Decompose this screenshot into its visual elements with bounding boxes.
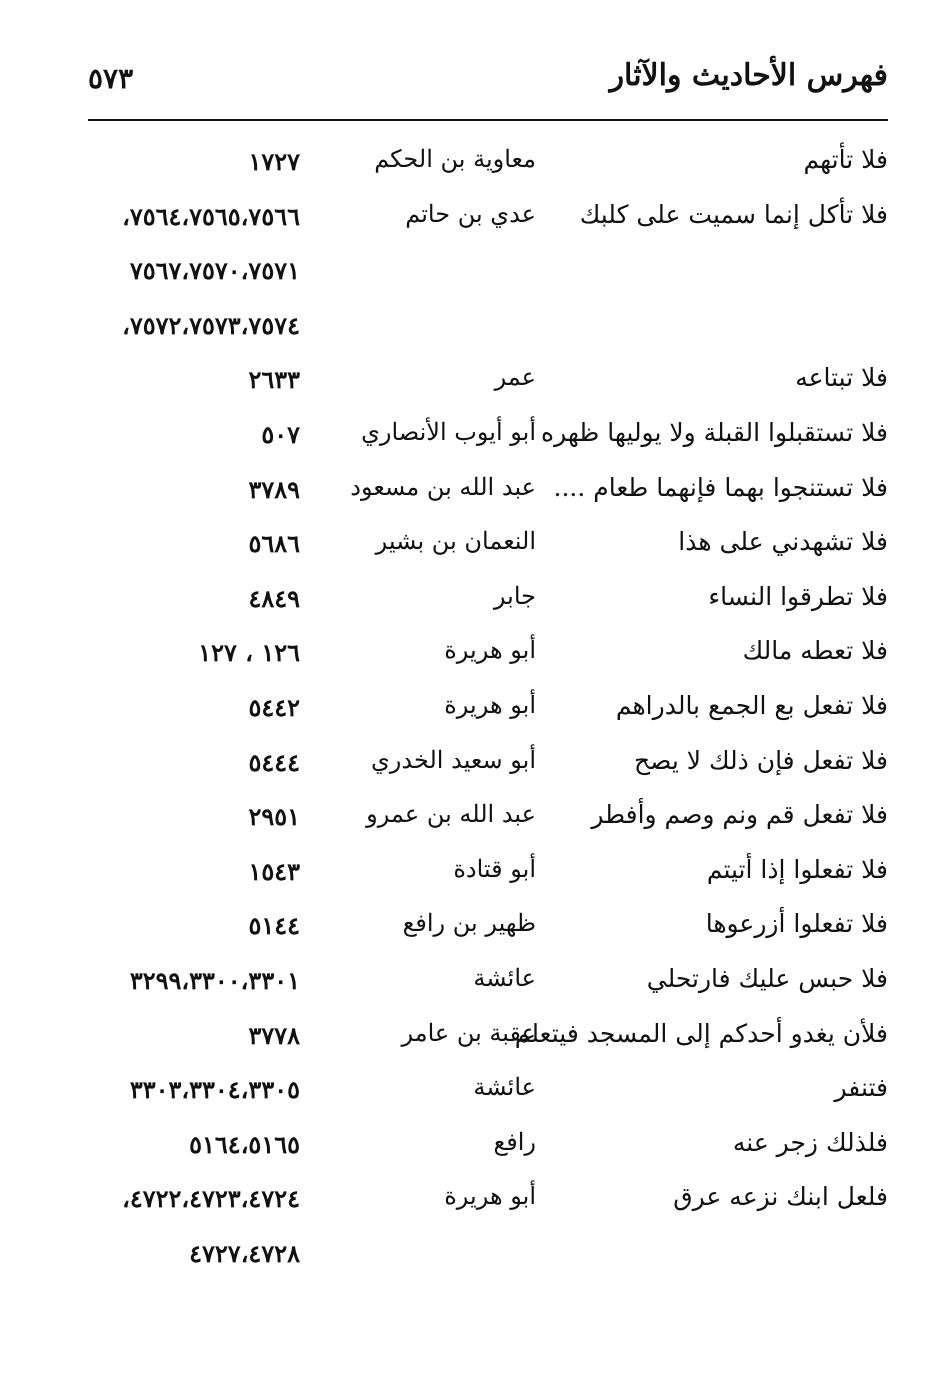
index-entry — [0, 244, 932, 299]
index-entry — [0, 517, 932, 572]
hadith-text: فلا تستنجوا بهما فإنهما طعام .... — [553, 472, 888, 502]
index-entry — [0, 954, 932, 1009]
index-entry — [0, 353, 932, 408]
index-entry — [0, 681, 932, 736]
hadith-numbers: ٧٥٧٢،٧٥٧٣،٧٥٧٤، — [122, 310, 300, 340]
index-entry — [0, 1063, 932, 1118]
index-entry — [0, 408, 932, 463]
narrator-name: النعمان بن بشير — [375, 527, 536, 556]
narrator-name: أبو سعيد الخدري — [371, 745, 536, 774]
hadith-text: فلا تفعل بع الجمع بالدراهم — [615, 690, 888, 720]
hadith-text: فلا تفعلوا إذا أتيتم — [706, 854, 888, 884]
index-entry — [0, 626, 932, 681]
index-entry — [0, 299, 932, 354]
narrator-name: عائشة — [473, 963, 536, 992]
index-entries — [0, 135, 932, 1281]
index-entry — [0, 463, 932, 518]
index-entry — [0, 1118, 932, 1173]
narrator-name: رافع — [493, 1127, 536, 1156]
hadith-text: فلا تطرقوا النساء — [708, 581, 888, 611]
narrator-name: أبو هريرة — [444, 690, 536, 719]
hadith-numbers: ٥٠٧ — [261, 419, 300, 449]
hadith-text: فتنفر — [834, 1073, 888, 1103]
hadith-numbers: ٣٧٧٨ — [248, 1020, 300, 1050]
hadith-numbers: ٥١٤٤ — [248, 911, 300, 941]
hadith-text: فلا تفعلوا أزرعوها — [705, 909, 888, 939]
index-entry — [0, 736, 932, 791]
hadith-numbers: ٥٤٤٢ — [248, 692, 300, 722]
hadith-text: فلا تبتاعه — [795, 363, 888, 393]
hadith-text: فلا تعطه مالك — [742, 636, 888, 666]
hadith-text: فلا تأتهم — [803, 145, 888, 174]
page-number: ٥٧٣ — [88, 62, 134, 95]
hadith-numbers: ٤٧٢٢،٤٧٢٣،٤٧٢٤، — [122, 1184, 300, 1214]
hadith-text: فلا تأكل إنما سميت على كلبك — [579, 199, 888, 229]
narrator-name: معاوية بن الحكم — [374, 145, 536, 173]
narrator-name: أبو هريرة — [444, 636, 536, 665]
hadith-text: فلا تشهدني على هذا — [678, 527, 888, 557]
narrator-name: أبو هريرة — [444, 1182, 536, 1211]
narrator-name: ظهير بن رافع — [402, 909, 536, 938]
hadith-numbers: ٥٤٤٤ — [248, 747, 300, 777]
narrator-name: أبو قتادة — [453, 854, 536, 883]
hadith-text: فلذلك زجر عنه — [732, 1127, 888, 1157]
index-entry — [0, 190, 932, 245]
hadith-numbers: ٢٩٥١ — [248, 802, 300, 832]
narrator-name: أبو أيوب الأنصاري — [361, 417, 536, 446]
hadith-numbers: ١٢٦ ، ١٢٧ — [198, 638, 300, 668]
hadith-text: فلأن يغدو أحدكم إلى المسجد فيتعلم — [514, 1018, 888, 1048]
narrator-name: عدي بن حاتم — [405, 199, 536, 228]
index-entry — [0, 1172, 932, 1227]
narrator-name: عمر — [494, 363, 536, 392]
hadith-numbers: ١٧٢٧ — [248, 147, 300, 176]
narrator-name: عقبة بن عامر — [401, 1018, 536, 1047]
hadith-numbers: ٢٦٣٣ — [248, 365, 300, 395]
hadith-text: فلا تفعل قم ونم وصم وأفطر — [591, 800, 888, 830]
narrator-name: جابر — [493, 581, 536, 610]
hadith-text: فلا تستقبلوا القبلة ولا يوليها ظهره — [541, 417, 888, 447]
hadith-text: فلا حبس عليك فارتحلي — [646, 963, 888, 993]
index-entry — [0, 790, 932, 845]
hadith-numbers: ٥١٦٤،٥١٦٥ — [189, 1129, 300, 1159]
hadith-numbers: ١٥٤٣ — [248, 856, 300, 886]
hadith-numbers: ٥٦٨٦ — [248, 529, 300, 559]
hadith-numbers: ٤٨٤٩ — [248, 583, 300, 613]
hadith-numbers: ٣٧٨٩ — [248, 474, 300, 504]
page-header — [88, 58, 888, 108]
hadith-numbers: ٤٧٢٧،٤٧٢٨ — [189, 1238, 300, 1268]
index-entry — [0, 1009, 932, 1064]
index-entry — [0, 135, 932, 190]
index-entry — [0, 845, 932, 900]
hadith-text: فلا تفعل فإن ذلك لا يصح — [634, 745, 888, 775]
hadith-text: فلعل ابنك نزعه عرق — [673, 1182, 888, 1212]
page-title: فهرس الأحاديث والآثار — [609, 58, 888, 93]
hadith-numbers: ٧٥٦٤،٧٥٦٥،٧٥٦٦، — [122, 201, 300, 231]
narrator-name: عبد الله بن مسعود — [350, 472, 536, 501]
narrator-name: عبد الله بن عمرو — [366, 800, 536, 829]
hadith-numbers: ٧٥٦٧،٧٥٧٠،٧٥٧١ — [129, 256, 300, 286]
index-entry — [0, 572, 932, 627]
hadith-numbers: ٣٣٠٣،٣٣٠٤،٣٣٠٥ — [129, 1075, 300, 1105]
hadith-numbers: ٣٢٩٩،٣٣٠٠،٣٣٠١ — [129, 965, 300, 995]
header-rule — [88, 119, 888, 121]
index-entry — [0, 899, 932, 954]
narrator-name: عائشة — [473, 1073, 536, 1102]
index-entry — [0, 1227, 932, 1282]
